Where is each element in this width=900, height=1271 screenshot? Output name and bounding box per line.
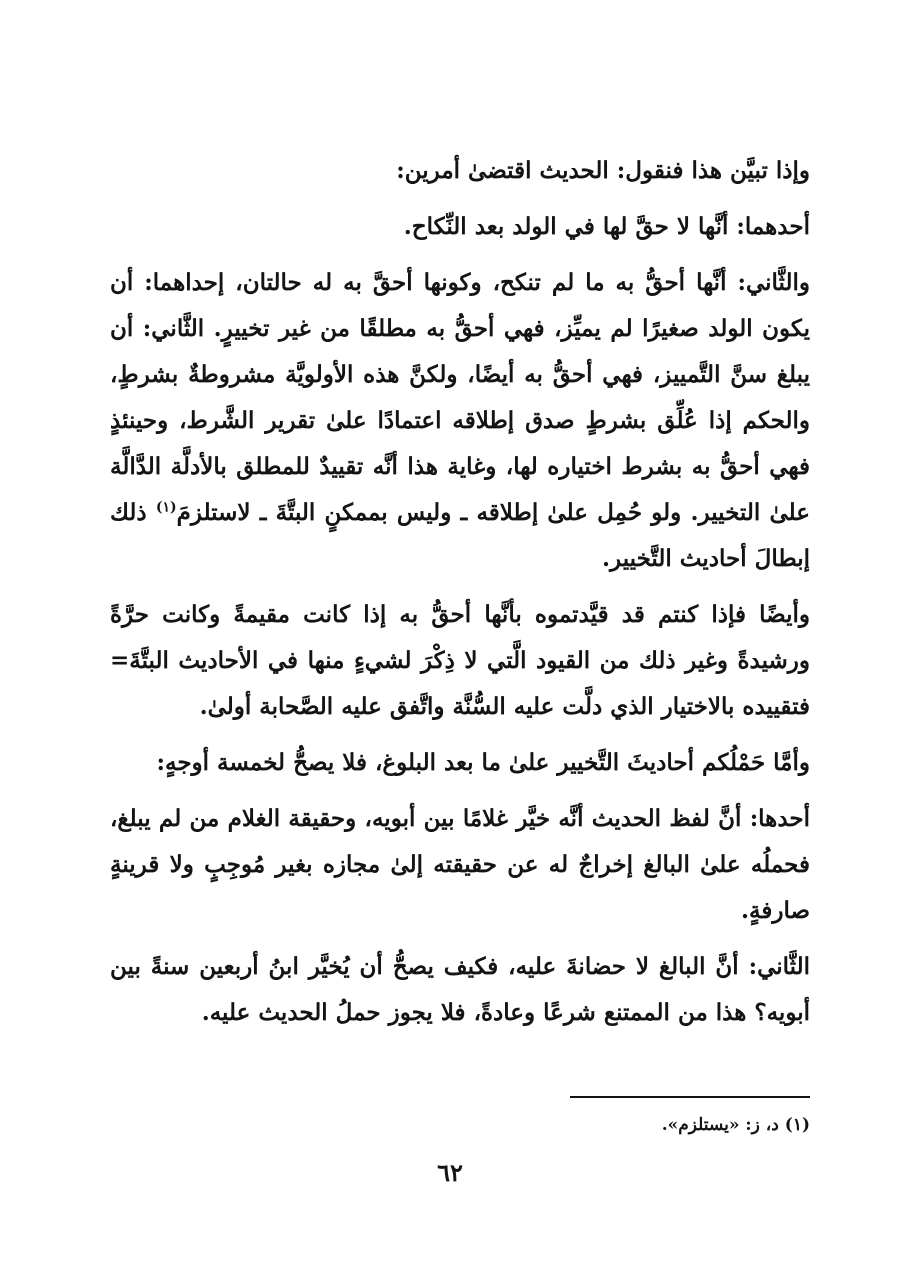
page-number: ٦٢ [437,1158,463,1187]
paragraph-with-footnote [110,260,810,582]
paragraph-text: والثَّاني: أنَّها أحقُّ به ما لم تنكح، وكونها أحقَّ به له حالتان، إحداهما: أن يكون الولد صغيرًا لم يميِّز، فهي أحقُّ به مطلقًا من غير تخييرٍ. الثَّاني: أن يبلغ سنَّ التَّمييز، فهي أحقُّ به أيضًا، ولكنَّ هذه الأولويَّة مشروطةٌ بشرطٍ، والحكم إذا عُلِّق بشرطٍ صدق إطلاقه اعتمادًا علىٰ تقرير الشَّرط، وحينئذٍ فهي أحقُّ به بشرط اختياره لها، وغاية هذا أنَّه تقييدٌ للمطلق بالأدلَّة الدَّالَّة علىٰ التخيير. ولو حُمِل علىٰ إطلاقه ـ وليس بممكنٍ البتَّةَ ـ لاستلزمَ [110,269,810,526]
paragraph: وأيضًا فإذا كنتم قد قيَّدتموه بأنَّها أحقُّ به إذا كانت مقيمةً وكانت حرَّةً ورشيدةً وغير ذلك من القيود الَّتي لا ذِكْرَ لشيءٍ منها في الأحاديث البتَّةَ= فتقييده بالاختيار الذي دلَّت عليه السُّنَّة واتَّفق عليه الصَّحابة أولىٰ. [110,601,810,720]
paragraph: الثَّاني: أنَّ البالغ لا حضانةَ عليه، فكيف يصحُّ أن يُخيَّر ابنُ أربعين سنةً بين أبويه؟ هذا من الممتنع شرعًا وعادةً، فلا يجوز حملُ الحديث عليه. [110,953,810,1026]
page-body [110,148,810,1046]
footnote-reference[interactable]: (١) [155,499,177,516]
paragraph: وأمَّا حَمْلُكم أحاديثَ التَّخيير علىٰ ما بعد البلوغ، فلا يصحُّ لخمسة أوجهٍ: [156,749,810,776]
paragraph: وإذا تبيَّن هذا فنقول: الحديث اقتضىٰ أمرين: [396,157,810,184]
footnote: (١) د، ز: «يستلزم». [661,1115,810,1135]
paragraph-text-tail: ذلك إبطالَ أحاديث التَّخيير. [110,499,810,572]
paragraph: أحدهما: أنَّها لا حقَّ لها في الولد بعد النِّكاح. [403,213,810,240]
paragraph: أحدها: أنَّ لفظ الحديث أنَّه خيَّر غلامًا بين أبويه، وحقيقة الغلام من لم يبلغ، فحملُه علىٰ البالغ إخراجٌ له عن حقيقته إلىٰ مجازه بغير مُوجِبٍ ولا قرينةٍ صارفةٍ. [110,805,810,924]
footnote-divider [570,1096,810,1098]
